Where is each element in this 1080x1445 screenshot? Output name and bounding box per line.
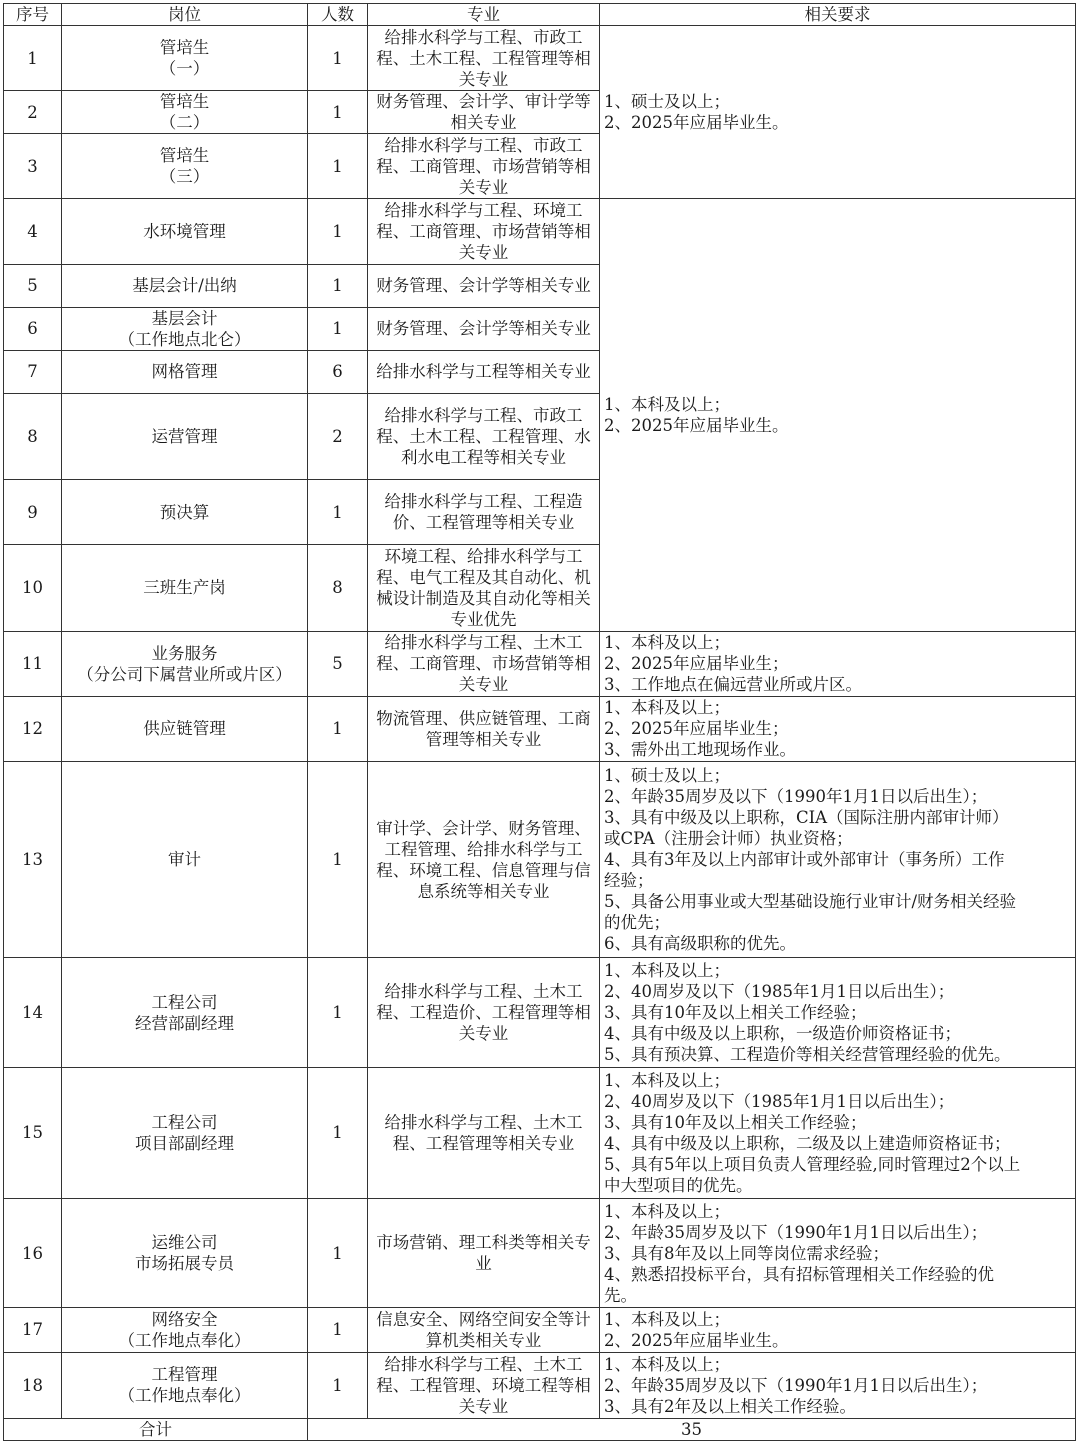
table-row (4, 199, 1076, 264)
post-name (62, 480, 308, 545)
table-row (4, 696, 1076, 761)
headcount: 1 (308, 134, 368, 199)
post-name-line: 工程公司 (151, 1112, 218, 1132)
post-name-line: 水环境管理 (143, 222, 226, 242)
requirement-line: 3、具有10年及以上相关工作经验； (604, 1112, 867, 1132)
header-post: 岗位 (62, 4, 308, 26)
headcount: 1 (308, 91, 368, 134)
requirements-cell (600, 1308, 1076, 1352)
row-index: 16 (4, 1199, 62, 1308)
requirement-line: 2、2025年应届毕业生。 (604, 1330, 789, 1350)
requirement-line: 3、具有中级及以上职称，CIA（国际注册内部审计师） (604, 808, 1009, 828)
post-name-line: 供应链管理 (143, 719, 226, 739)
requirement-line: 5、具有预决算、工程造价等相关经营管理经验的优先。 (604, 1045, 1011, 1065)
post-name-line: 管培生 (159, 92, 210, 112)
headcount: 1 (308, 264, 368, 307)
post-name (62, 958, 308, 1067)
post-name-line: 经营部副经理 (135, 1013, 234, 1033)
requirement-line: 1、本科及以上； (604, 1070, 730, 1090)
header-requirements: 相关要求 (600, 4, 1076, 26)
major-requirement: 给排水科学与工程、市政工程、工商管理、市场营销等相关专业 (368, 134, 600, 199)
requirement-line: 1、本科及以上； (604, 961, 730, 981)
requirements-cell (600, 199, 1076, 631)
headcount: 1 (308, 307, 368, 350)
table-body (4, 26, 1076, 1441)
requirement-line: 中大型项目的优先。 (604, 1175, 753, 1195)
post-name (62, 264, 308, 307)
row-index: 3 (4, 134, 62, 199)
major-requirement: 给排水科学与工程、市政工程、土木工程、工程管理、水利水电工程等相关专业 (368, 393, 600, 479)
major-requirement: 财务管理、会计学等相关专业 (368, 307, 600, 350)
headcount: 2 (308, 393, 368, 479)
table-row (4, 1199, 1076, 1308)
requirement-line: 4、具有3年及以上内部审计或外部审计（事务所）工作 (604, 850, 1005, 870)
post-name-line: 网络安全 (151, 1309, 218, 1329)
post-name-line: 业务服务 (151, 643, 218, 663)
post-name-line: 管培生 (159, 38, 210, 58)
row-index: 9 (4, 480, 62, 545)
row-index: 14 (4, 958, 62, 1067)
requirement-line: 2、2025年应届毕业生； (604, 654, 789, 674)
post-name (62, 1308, 308, 1352)
requirement-line: 1、本科及以上； (604, 698, 730, 718)
header-idx: 序号 (4, 4, 62, 26)
requirements-cell (600, 761, 1076, 958)
major-requirement: 给排水科学与工程、土木工程、工程管理等相关专业 (368, 1067, 600, 1198)
major-requirement: 给排水科学与工程、土木工程、工程管理、环境工程等相关专业 (368, 1352, 600, 1418)
requirement-line: 经验； (604, 871, 654, 891)
major-requirement: 给排水科学与工程、土木工程、工商管理、市场营销等相关专业 (368, 631, 600, 696)
row-index: 11 (4, 631, 62, 696)
major-requirement: 财务管理、会计学、审计学等相关专业 (368, 91, 600, 134)
requirement-line: 4、熟悉招投标平台，具有招标管理相关工作经验的优 (604, 1264, 994, 1284)
requirement-line: 2、年龄35周岁及以下（1990年1月1日以后出生）； (604, 1222, 988, 1242)
requirement-line: 1、本科及以上； (604, 1201, 730, 1221)
requirement-line: 4、具有中级及以上职称，一级造价师资格证书； (604, 1024, 961, 1044)
row-index: 10 (4, 545, 62, 631)
post-name-line: （一） (159, 59, 210, 79)
headcount: 1 (308, 1352, 368, 1418)
post-name-line: （工作地点北仑） (118, 329, 251, 349)
requirement-line: 1、硕士及以上； (604, 766, 730, 786)
row-index: 4 (4, 199, 62, 264)
table-row (4, 958, 1076, 1067)
requirement-line: 或CPA（注册会计师）执业资格； (604, 829, 853, 849)
headcount: 1 (308, 696, 368, 761)
post-name (62, 696, 308, 761)
post-name (62, 91, 308, 134)
major-requirement: 给排水科学与工程、土木工程、工程造价、工程管理等相关专业 (368, 958, 600, 1067)
table-row (4, 26, 1076, 91)
headcount: 5 (308, 631, 368, 696)
post-name-line: 管培生 (159, 146, 210, 166)
requirement-line: 1、硕士及以上； (604, 92, 730, 112)
row-index: 2 (4, 91, 62, 134)
post-name-line: 工程管理 (151, 1365, 218, 1385)
table-row (4, 1067, 1076, 1198)
row-index: 12 (4, 696, 62, 761)
header-count: 人数 (308, 4, 368, 26)
requirement-line: 1、本科及以上； (604, 395, 730, 415)
major-requirement: 环境工程、给排水科学与工程、电气工程及其自动化、机械设计制造及其自动化等相关专业优先 (368, 545, 600, 631)
requirements-cell (600, 26, 1076, 199)
post-name-line: （二） (159, 113, 210, 133)
post-name (62, 134, 308, 199)
headcount: 8 (308, 545, 368, 631)
requirement-line: 3、具有8年及以上同等岗位需求经验； (604, 1243, 889, 1263)
major-requirement: 给排水科学与工程、环境工程、工商管理、市场营销等相关专业 (368, 199, 600, 264)
requirement-line: 先。 (604, 1285, 637, 1305)
table-row (4, 631, 1076, 696)
requirements-cell (600, 1199, 1076, 1308)
headcount: 1 (308, 1199, 368, 1308)
requirement-line: 3、需外出工地现场作业。 (604, 740, 796, 760)
requirements-cell (600, 1352, 1076, 1418)
post-name (62, 1067, 308, 1198)
post-name-line: （分公司下属营业所或片区） (77, 664, 292, 684)
post-name (62, 307, 308, 350)
row-index: 17 (4, 1308, 62, 1352)
post-name (62, 1199, 308, 1308)
table-row (4, 1352, 1076, 1418)
post-name (62, 1352, 308, 1418)
major-requirement: 给排水科学与工程、工程造价、工程管理等相关专业 (368, 480, 600, 545)
post-name (62, 393, 308, 479)
row-index: 5 (4, 264, 62, 307)
requirements-cell (600, 1067, 1076, 1198)
headcount: 1 (308, 199, 368, 264)
requirement-line: 5、具有5年以上项目负责人管理经验,同时管理过2个以上 (604, 1154, 1021, 1174)
post-name-line: 预决算 (159, 502, 210, 522)
headcount: 1 (308, 26, 368, 91)
post-name-line: 工程公司 (151, 992, 218, 1012)
requirement-line: 2、年龄35周岁及以下（1990年1月1日以后出生）； (604, 787, 988, 807)
headcount: 1 (308, 958, 368, 1067)
row-index: 8 (4, 393, 62, 479)
major-requirement: 财务管理、会计学等相关专业 (368, 264, 600, 307)
row-index: 13 (4, 761, 62, 958)
requirement-line: 1、本科及以上； (604, 1309, 730, 1329)
requirement-line: 2、2025年应届毕业生； (604, 719, 789, 739)
post-name-line: （工作地点奉化） (118, 1330, 251, 1350)
requirement-line: 6、具有高级职称的优先。 (604, 934, 796, 954)
headcount: 1 (308, 1308, 368, 1352)
requirement-line: 2、2025年应届毕业生。 (604, 113, 789, 133)
row-index: 7 (4, 350, 62, 393)
row-index: 18 (4, 1352, 62, 1418)
post-name (62, 26, 308, 91)
requirements-cell (600, 958, 1076, 1067)
post-name-line: 运维公司 (151, 1233, 218, 1253)
row-index: 15 (4, 1067, 62, 1198)
total-row (4, 1418, 1076, 1440)
post-name (62, 631, 308, 696)
post-name (62, 199, 308, 264)
requirement-line: 3、具有2年及以上相关工作经验。 (604, 1396, 856, 1416)
headcount: 1 (308, 480, 368, 545)
header-row (4, 4, 1076, 26)
post-name-line: 基层会计/出纳 (132, 276, 237, 296)
headcount: 1 (308, 761, 368, 958)
major-requirement: 市场营销、理工科类等相关专业 (368, 1199, 600, 1308)
major-requirement: 给排水科学与工程、市政工程、土木工程、工程管理等相关专业 (368, 26, 600, 91)
headcount: 1 (308, 1067, 368, 1198)
requirement-line: 2、40周岁及以下（1985年1月1日以后出生）； (604, 982, 955, 1002)
post-name-line: 运营管理 (151, 427, 218, 447)
total-value: 35 (308, 1418, 1076, 1440)
major-requirement: 给排水科学与工程等相关专业 (368, 350, 600, 393)
total-label: 合计 (4, 1418, 308, 1440)
post-name-line: 审计 (168, 850, 201, 870)
post-name (62, 761, 308, 958)
row-index: 6 (4, 307, 62, 350)
post-name-line: 项目部副经理 (135, 1133, 234, 1153)
requirements-cell (600, 631, 1076, 696)
requirement-line: 2、2025年应届毕业生。 (604, 416, 789, 436)
headcount: 6 (308, 350, 368, 393)
post-name (62, 350, 308, 393)
header-major: 专业 (368, 4, 600, 26)
requirement-line: 2、年龄35周岁及以下（1990年1月1日以后出生）； (604, 1375, 988, 1395)
requirement-line: 3、具有10年及以上相关工作经验； (604, 1003, 867, 1023)
post-name-line: 网格管理 (151, 362, 218, 382)
requirement-line: 3、工作地点在偏远营业所或片区。 (604, 675, 862, 695)
requirement-line: 4、具有中级及以上职称，二级及以上建造师资格证书； (604, 1133, 1011, 1153)
requirement-line: 1、本科及以上； (604, 1354, 730, 1374)
major-requirement: 物流管理、供应链管理、工商管理等相关专业 (368, 696, 600, 761)
post-name-line: （工作地点奉化） (118, 1386, 251, 1406)
post-name-line: （三） (159, 167, 210, 187)
requirements-cell (600, 696, 1076, 761)
requirement-line: 2、40周岁及以下（1985年1月1日以后出生）； (604, 1091, 955, 1111)
post-name-line: 基层会计 (151, 308, 218, 328)
major-requirement: 信息安全、网络空间安全等计算机类相关专业 (368, 1308, 600, 1352)
recruitment-table (3, 3, 1076, 1441)
post-name (62, 545, 308, 631)
table-row (4, 1308, 1076, 1352)
major-requirement: 审计学、会计学、财务管理、工程管理、给排水科学与工程、环境工程、信息管理与信息系统等相关专业 (368, 761, 600, 958)
requirement-line: 的优先； (604, 913, 670, 933)
row-index: 1 (4, 26, 62, 91)
requirement-line: 1、本科及以上； (604, 633, 730, 653)
requirement-line: 5、具备公用事业或大型基础设施行业审计/财务相关经验 (604, 892, 1017, 912)
table-row (4, 761, 1076, 958)
post-name-line: 市场拓展专员 (135, 1254, 234, 1274)
post-name-line: 三班生产岗 (143, 578, 226, 598)
